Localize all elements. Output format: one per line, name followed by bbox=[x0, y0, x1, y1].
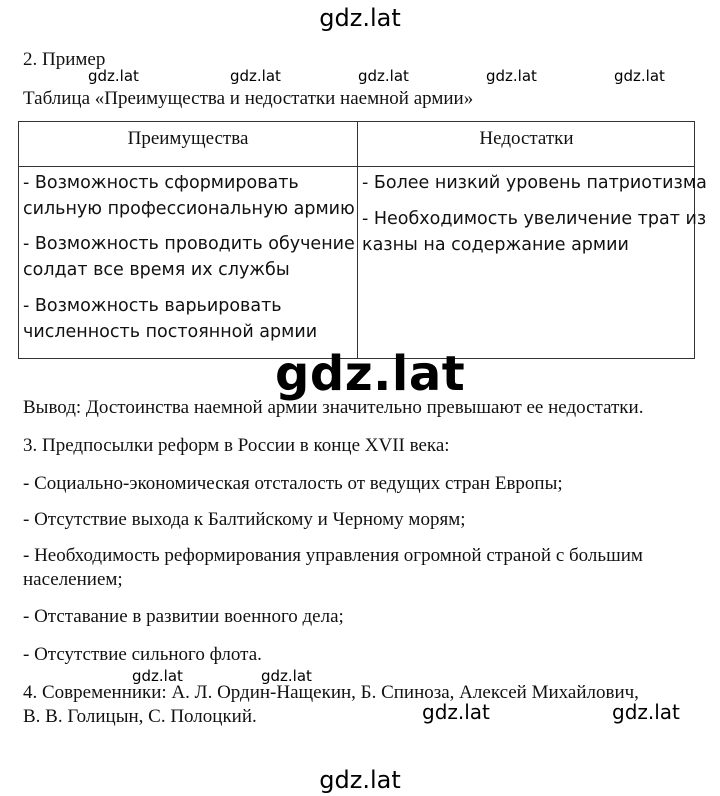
disadvantage-line: - Более низкий уровень патриотизма bbox=[362, 173, 707, 193]
table-header-divider bbox=[19, 166, 694, 167]
conclusion-text: Вывод: Достоинства наемной армии значительно превышают ее недостатки. bbox=[23, 397, 644, 418]
table-header-advantages: Преимущества bbox=[127, 128, 249, 149]
watermark-small: gdz.lat bbox=[88, 67, 139, 85]
table-title: Таблица «Преимущества и недостатки наемной армии» bbox=[23, 88, 474, 109]
list-item-continuation: населением; bbox=[23, 569, 123, 590]
watermark-top: gdz.lat bbox=[319, 4, 401, 32]
advantage-line: численность постоянной армии bbox=[23, 322, 318, 342]
section-2-heading: 2. Пример bbox=[23, 49, 106, 70]
advantage-line: - Возможность сформировать bbox=[23, 173, 299, 193]
list-item: - Необходимость реформирования управления огромной страной с большим bbox=[23, 545, 643, 566]
advantage-line: - Возможность варьировать bbox=[23, 296, 282, 316]
watermark-bottom: gdz.lat bbox=[319, 766, 401, 794]
advantages-table bbox=[18, 121, 707, 359]
list-item: - Социально-экономическая отсталость от ведущих стран Европы; bbox=[23, 473, 563, 494]
table-column-divider bbox=[357, 122, 358, 358]
watermark-small: gdz.lat bbox=[614, 67, 665, 85]
watermark-small: gdz.lat bbox=[486, 67, 537, 85]
section-4-line: В. В. Голицын, С. Полоцкий. bbox=[23, 706, 257, 727]
advantage-line: - Возможность проводить обучение bbox=[23, 234, 355, 254]
watermark-small: gdz.lat bbox=[230, 67, 281, 85]
section-3-heading: 3. Предпосылки реформ в России в конце XVII века: bbox=[23, 435, 450, 456]
list-item: - Отсутствие сильного флота. bbox=[23, 644, 262, 665]
watermark-medium: gdz.lat bbox=[422, 700, 490, 724]
advantage-line: сильную профессиональную армию bbox=[23, 199, 355, 219]
list-item: - Отставание в развитии военного дела; bbox=[23, 606, 344, 627]
disadvantage-line: казны на содержание армии bbox=[362, 235, 629, 255]
watermark-medium: gdz.lat bbox=[612, 700, 680, 724]
watermark-small: gdz.lat bbox=[132, 667, 183, 685]
watermark-small: gdz.lat bbox=[261, 667, 312, 685]
disadvantage-line: - Необходимость увеличение трат из bbox=[362, 209, 707, 229]
watermark-large: gdz.lat bbox=[275, 346, 466, 402]
list-item: - Отсутствие выхода к Балтийскому и Черному морям; bbox=[23, 509, 466, 530]
section-4-line: 4. Современники: А. Л. Ордин-Нащекин, Б. Спиноза, Алексей Михайлович, bbox=[23, 682, 639, 703]
watermark-small: gdz.lat bbox=[358, 67, 409, 85]
advantage-line: солдат все время их службы bbox=[23, 260, 290, 280]
table-header-disadvantages: Недостатки bbox=[479, 128, 574, 149]
